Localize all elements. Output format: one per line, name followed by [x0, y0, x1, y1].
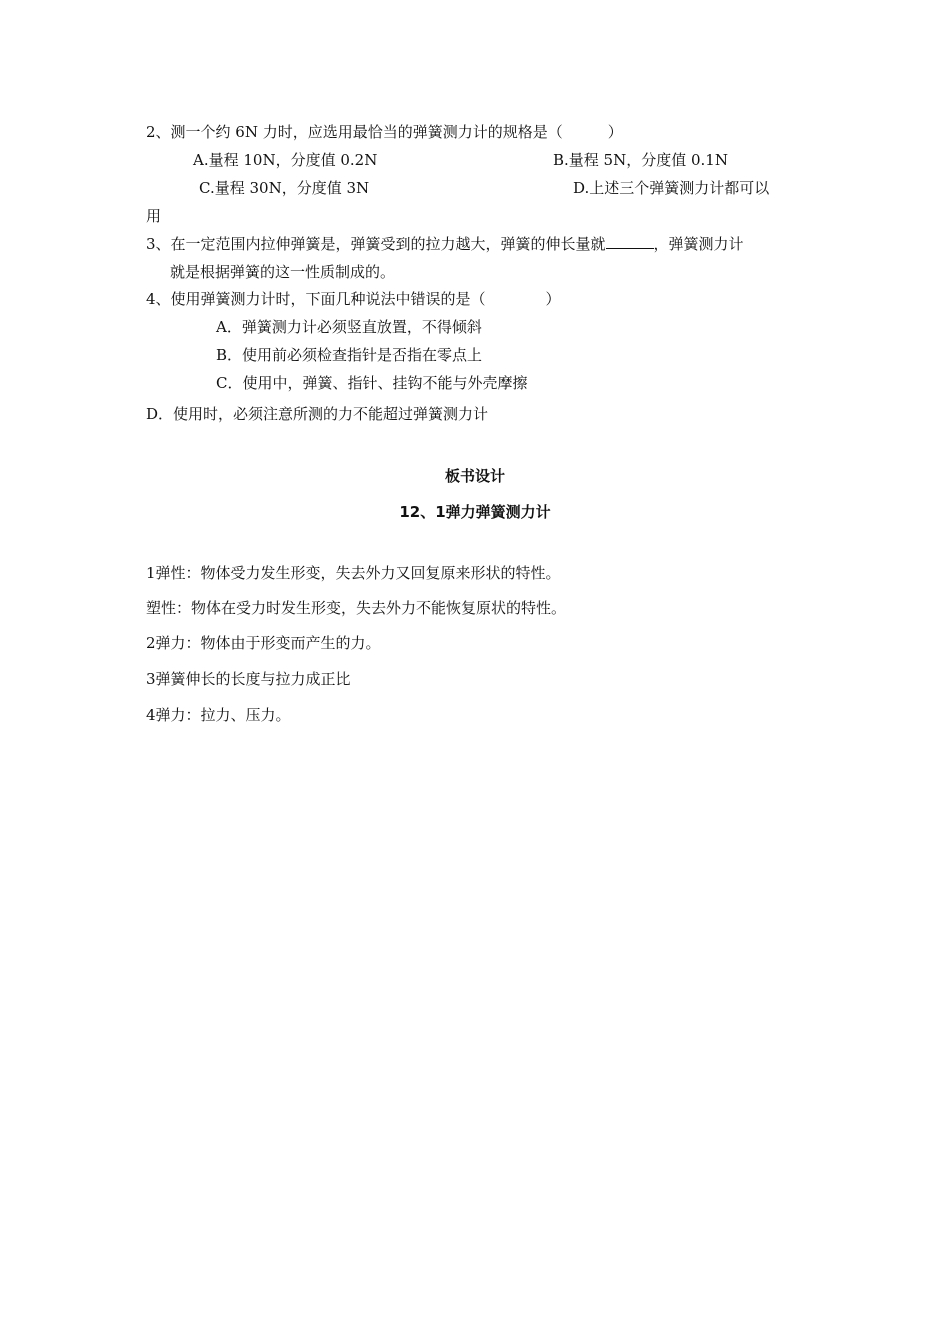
board-item-proportional: 3弹簧伸长的长度与拉力成正比	[146, 670, 351, 688]
board-item-elasticity: 1弹性：物体受力发生形变，失去外力又回复原来形状的特性。	[146, 564, 561, 582]
question-4-option-d: D．使用时，必须注意所测的力不能超过弹簧测力计	[146, 405, 489, 423]
board-design-heading: 板书设计	[444, 467, 505, 485]
question-4-option-c: C．使用中，弹簧、指针、挂钩不能与外壳摩擦	[216, 374, 528, 392]
question-4-option-a: A．弹簧测力计必须竖直放置，不得倾斜	[216, 318, 482, 336]
question-2-stem: 2、测一个约 6N 力时，应选用最恰当的弹簧测力计的规格是（ ）	[146, 123, 623, 141]
question-3-line-2: 就是根据弹簧的这一性质制成的。	[170, 263, 396, 281]
question-3-line-1	[146, 234, 744, 254]
question-4-option-b: B．使用前必须检查指针是否指在零点上	[216, 346, 483, 364]
question-2-option-d-wrap: 用	[146, 207, 162, 225]
question-2-option-c: C.量程 30N，分度值 3N	[199, 179, 370, 197]
question-4-stem: 4、使用弹簧测力计时，下面几种说法中错误的是（ ）	[146, 290, 561, 308]
fill-in-blank	[606, 234, 654, 249]
question-2-option-d: D.上述三个弹簧测力计都可以	[573, 179, 770, 197]
board-design-title: 12、1弹力弹簧测力计	[399, 503, 551, 521]
question-3-text-after-blank: ，弹簧测力计	[653, 235, 744, 253]
board-item-plasticity: 塑性：物体在受力时发生形变，失去外力不能恢复原状的特性。	[146, 599, 567, 617]
board-item-force-types: 4弹力：拉力、压力。	[146, 706, 291, 724]
question-2-option-b: B.量程 5N，分度值 0.1N	[553, 151, 728, 169]
question-2-option-a: A.量程 10N，分度值 0.2N	[193, 151, 378, 169]
board-item-elastic-force: 2弹力：物体由于形变而产生的力。	[146, 634, 381, 652]
question-3-text-before-blank: 3、在一定范围内拉伸弹簧是，弹簧受到的拉力越大，弹簧的伸长量就	[146, 235, 606, 253]
